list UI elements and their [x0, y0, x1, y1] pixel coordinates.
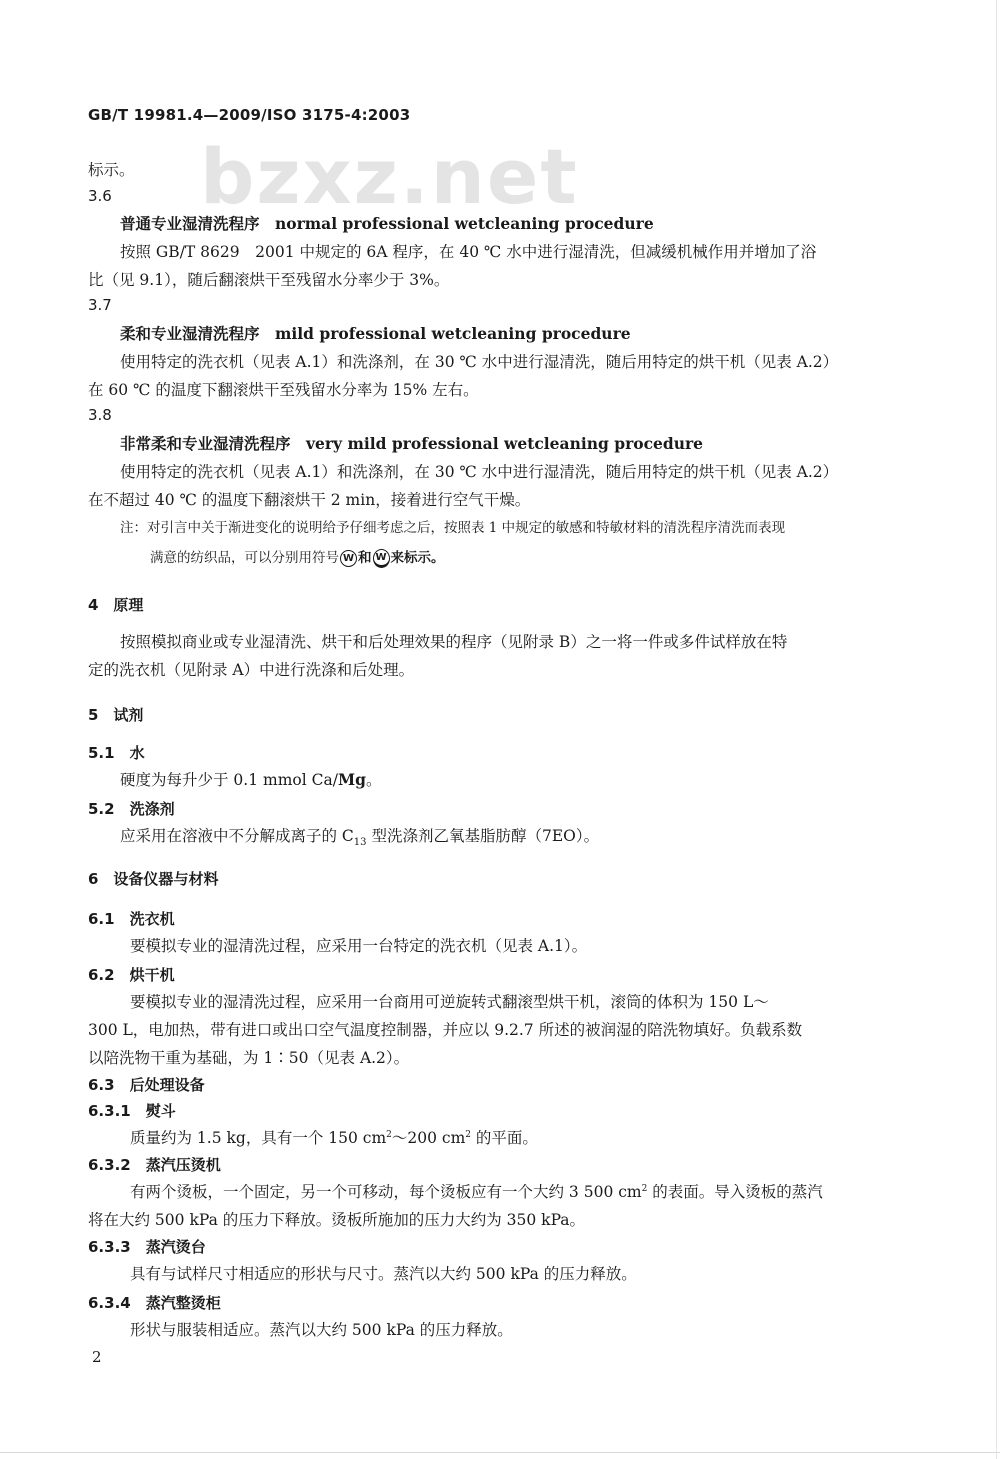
- clause-6-3-2-text: [130, 1180, 823, 1202]
- clause-6-1-heading: 6.1 洗衣机: [88, 910, 175, 928]
- clause-6-2-text: 300 L，电加热，带有进口或出口空气温度控制器，并应以 9.2.7 所述的被润湿的陪洗物填好。负载系数: [88, 1021, 803, 1039]
- page-right-border: [996, 0, 997, 1459]
- clause-5-1-text-part: 硬度为每升少于 0.1 mmol Ca/: [120, 771, 338, 789]
- clause-6-3-1-text-part: 质量约为 1.5 kg，具有一个 150 cm: [130, 1129, 387, 1147]
- standard-header: GB/T 19981.4—2009/ISO 3175-4:2003: [88, 106, 411, 124]
- clause-6-3-4-text: 形状与服装相适应。蒸汽以大约 500 kPa 的压力释放。: [130, 1321, 513, 1339]
- clause-5-1-text-end: 。: [365, 771, 382, 789]
- note-text-end: 来标示。: [390, 550, 445, 566]
- wetclean-symbol-icon: W: [340, 550, 357, 567]
- note-text-part: 满意的纺织品，可以分别用符号: [150, 550, 339, 566]
- clause-6-2-text: 以陪洗物干重为基础，为 1∶50（见表 A.2）。: [88, 1049, 410, 1067]
- clause-6-3-3-heading: 6.3.3 蒸汽烫台: [88, 1238, 206, 1256]
- clause-3-7-text: 在 60 ℃ 的温度下翻滚烘干至残留水分率为 15% 左右。: [88, 381, 479, 399]
- superscript: 2: [465, 1129, 471, 1140]
- section-6-heading: 6 设备仪器与材料: [88, 870, 219, 888]
- clause-6-3-1-text-end: 的平面。: [471, 1129, 538, 1147]
- carbon-subscript: 13: [353, 837, 367, 849]
- clause-3-7-number: 3.7: [88, 296, 112, 314]
- clause-5-1-text: [120, 768, 381, 790]
- clause-6-3-2-text-part: 有两个烫板，一个固定，另一个可移动，每个烫板应有一个大约 3 500 cm: [130, 1183, 642, 1201]
- page-bottom-border: [0, 1452, 1000, 1453]
- note-text: 注：对引言中关于渐进变化的说明给予仔细考虑之后，按照表 1 中规定的敏感和特敏材料的清洗程序清洗而表现: [120, 520, 786, 536]
- clause-6-3-2-text: 将在大约 500 kPa 的压力下释放。烫板所施加的压力大约为 350 kPa。: [88, 1211, 586, 1229]
- clause-6-3-4-heading: 6.3.4 蒸汽整烫柜: [88, 1294, 221, 1312]
- clause-3-8-text: 使用特定的洗衣机（见表 A.1）和洗涤剂，在 30 ℃ 水中进行湿清洗，随后用特定的烘干机（见表 A.2）: [120, 463, 839, 481]
- clause-5-2-heading: 5.2 洗涤剂: [88, 800, 175, 818]
- clause-3-6-text: 按照 GB/T 8629 2001 中规定的 6A 程序，在 40 ℃ 水中进行湿清洗，但减缓机械作用并增加了浴: [120, 243, 817, 261]
- clause-6-3-2-heading: 6.3.2 蒸汽压烫机: [88, 1156, 221, 1174]
- clause-6-3-1-text-part: ～200 cm: [391, 1129, 466, 1147]
- continuation-text: 标示。: [88, 161, 135, 179]
- clause-3-6-text: 比（见 9.1），随后翻滚烘干至残留水分率少于 3%。: [88, 271, 450, 289]
- clause-5-2-text-part: 应采用在溶液中不分解成离子的 C: [120, 827, 354, 845]
- clause-6-1-text: 要模拟专业的湿清洗过程，应采用一台特定的洗衣机（见表 A.1）。: [130, 937, 588, 955]
- clause-5-2-text-end: 型洗涤剂乙氧基脂肪醇（7EO）。: [366, 827, 600, 845]
- superscript: 2: [641, 1183, 648, 1194]
- clause-6-3-1-heading: 6.3.1 熨斗: [88, 1102, 176, 1120]
- clause-6-3-2-text-end: 的表面。导入烫板的蒸汽: [647, 1183, 823, 1201]
- clause-3-7-term: 柔和专业湿清洗程序 mild professional wetcleaning procedure: [120, 324, 631, 343]
- clause-6-3-1-text: [130, 1126, 538, 1148]
- watermark: bzxz.net: [200, 132, 579, 221]
- clause-5-2-text: [120, 824, 599, 848]
- clause-6-2-text: 要模拟专业的湿清洗过程，应采用一台商用可逆旋转式翻滚型烘干机，滚筒的体积为 150 L～: [130, 993, 769, 1011]
- section-4-text: 定的洗衣机（见附录 A）中进行洗涤和后处理。: [88, 661, 415, 679]
- clause-3-6-number: 3.6: [88, 187, 112, 205]
- section-4-heading: 4 原理: [88, 596, 144, 614]
- wetclean-very-mild-symbol-icon: W: [373, 549, 390, 568]
- page-number: 2: [92, 1348, 102, 1366]
- superscript: 2: [386, 1129, 392, 1140]
- clause-3-7-text: 使用特定的洗衣机（见表 A.1）和洗涤剂，在 30 ℃ 水中进行湿清洗，随后用特定的烘干机（见表 A.2）: [120, 353, 839, 371]
- clause-6-2-heading: 6.2 烘干机: [88, 966, 175, 984]
- clause-3-8-text: 在不超过 40 ℃ 的温度下翻滚烘干 2 min，接着进行空气干燥。: [88, 491, 531, 509]
- section-5-heading: 5 试剂: [88, 706, 144, 724]
- note-text: [150, 546, 445, 568]
- note-and: 和: [358, 550, 372, 566]
- clause-6-3-3-text: 具有与试样尺寸相适应的形状与尺寸。蒸汽以大约 500 kPa 的压力释放。: [130, 1265, 637, 1283]
- clause-5-1-heading: 5.1 水: [88, 744, 145, 762]
- clause-5-1-text-bold: Mg: [337, 770, 366, 789]
- section-4-text: 按照模拟商业或专业湿清洗、烘干和后处理效果的程序（见附录 B）之一将一件或多件试样放在特: [120, 633, 788, 651]
- clause-6-3-heading: 6.3 后处理设备: [88, 1076, 205, 1094]
- clause-3-8-number: 3.8: [88, 406, 112, 424]
- clause-3-6-term: 普通专业湿清洗程序 normal professional wetcleaning procedure: [120, 214, 654, 233]
- clause-3-8-term: 非常柔和专业湿清洗程序 very mild professional wetcleaning procedure: [120, 434, 704, 453]
